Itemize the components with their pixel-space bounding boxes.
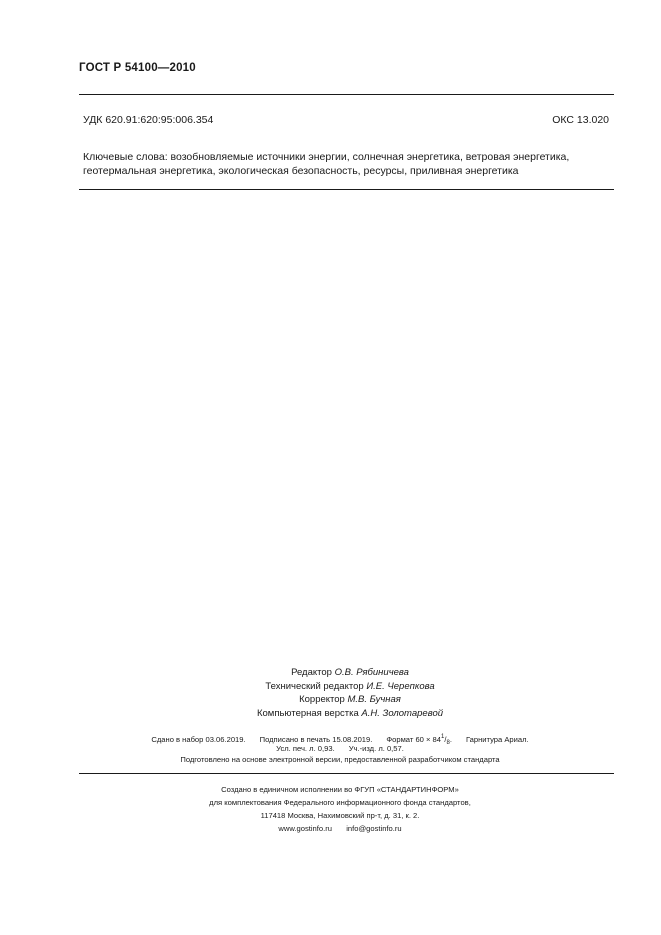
keywords-paragraph: Ключевые слова: возобновляемые источники энергии, солнечная энергетика, ветровая энергетика, геотермальная энергетика, экологическая безопасность, ресурсы, приливная энергетика — [83, 151, 570, 177]
credit-name: М.В. Бучная — [347, 694, 401, 705]
credit-editor — [200, 666, 500, 680]
credit-tech-editor — [200, 680, 500, 694]
oks-code: ОКС 13.020 — [552, 114, 609, 126]
credit-role: Технический редактор — [265, 680, 364, 692]
format-numerator: 1 — [441, 734, 445, 740]
website-link[interactable]: www.gostinfo.ru — [278, 824, 332, 833]
credit-name: А.Н. Золотаревой — [361, 707, 444, 719]
format-suffix: . — [449, 735, 452, 744]
credit-layout — [200, 707, 500, 721]
credit-name: О.В. Рябиничева — [334, 667, 409, 678]
standard-code: ГОСТ Р 54100—2010 — [79, 62, 196, 74]
footer-line-3: 117418 Москва, Нахимовский пр-т, д. 31, к. 2. — [260, 811, 420, 820]
footer-divider — [79, 773, 614, 774]
credit-role: Редактор — [291, 667, 332, 678]
footer-line-2: для комплектования Федерального информационного фонда стандартов, — [209, 798, 471, 807]
credits-block — [200, 666, 500, 720]
footer-line-1: Создано в единичном исполнении во ФГУП «СТАНДАРТИНФОРМ» — [221, 785, 459, 794]
credit-role: Корректор — [299, 694, 345, 705]
udk-code: УДК 620.91:620:95:006.354 — [83, 114, 214, 126]
format-info: Формат $60 \times 84^1/_8$. — [386, 734, 452, 746]
top-divider — [79, 94, 614, 95]
print-sheets: Усл. печ. л. 0,93. — [276, 744, 335, 753]
credit-role: Компьютерная верстка — [256, 707, 359, 719]
prepared-note: Подготовлено на основе электронной версии, предоставленной разработчиком стандарта — [180, 755, 500, 764]
footer-contacts — [130, 822, 550, 835]
credit-proofreader — [200, 693, 500, 707]
edit-sheets: Уч.-изд. л. 0,57. — [348, 744, 404, 753]
typeface-info: Гарнитура Ариал. — [465, 735, 529, 744]
keywords-divider — [79, 189, 614, 190]
submitted-date: Сдано в набор 03.06.2019. — [151, 735, 246, 744]
signed-date: Подписано в печать 15.08.2019. — [259, 735, 373, 744]
credit-name: И.Е. Черепкова — [366, 680, 435, 692]
footer-block — [130, 783, 550, 835]
email-link[interactable]: info@gostinfo.ru — [346, 824, 402, 833]
format-prefix: Формат 60 × 84 — [386, 735, 441, 744]
format-denominator: 8 — [446, 740, 450, 746]
